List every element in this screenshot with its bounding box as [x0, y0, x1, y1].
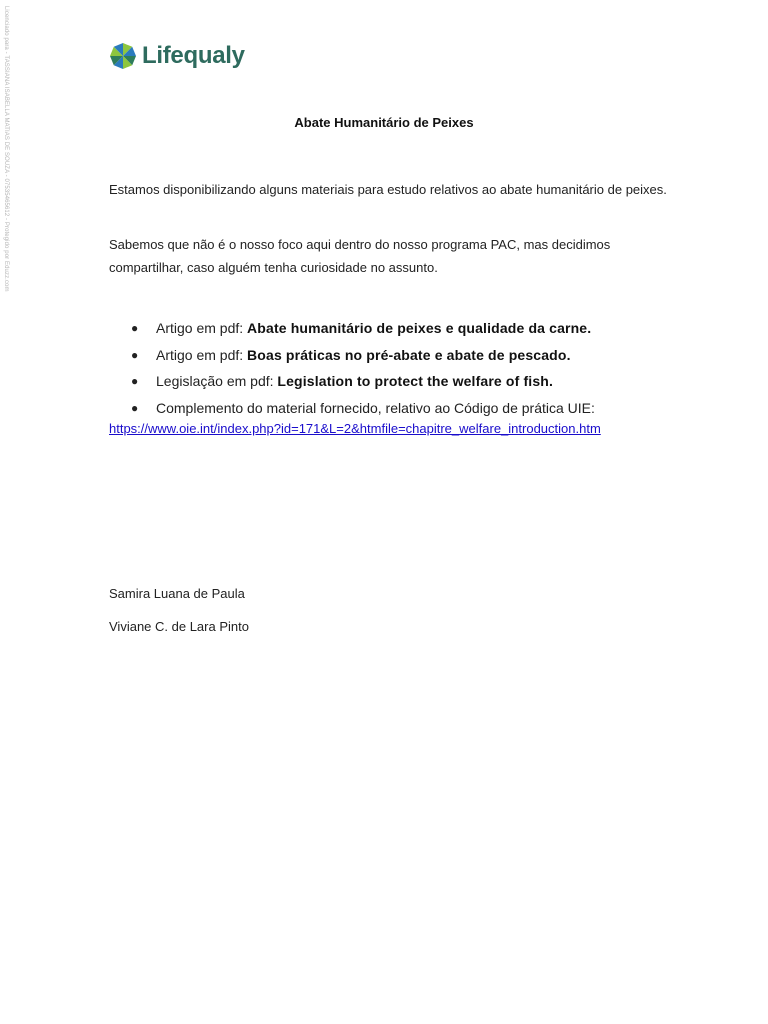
- materials-list: [109, 315, 709, 421]
- company-logo: [109, 41, 245, 71]
- watermark-text: Licenciado para - TASSIANA ISABELLA MATIAS DE SOUZA - 07535465612 - Protegido por Eduzz.com: [3, 6, 9, 292]
- signature-author-2: Viviane C. de Lara Pinto: [109, 619, 249, 634]
- list-item-title[interactable]: Boas práticas no pré-abate e abate de pescado.: [247, 346, 571, 363]
- list-item: [109, 342, 709, 369]
- list-item: [109, 368, 709, 395]
- list-item-prefix: Artigo em pdf:: [156, 320, 248, 336]
- logo-icon: [109, 42, 137, 70]
- intro-paragraph: Estamos disponibilizando alguns materiais para estudo relativos ao abate humanitário de peixes.: [109, 182, 667, 197]
- list-item-title[interactable]: Abate humanitário de peixes e qualidade da carne.: [247, 320, 592, 336]
- list-item: [109, 395, 709, 422]
- bullet-icon: ●: [131, 321, 139, 335]
- signature-author-1: Samira Luana de Paula: [109, 586, 245, 601]
- context-paragraph: Sabemos que não é o nosso foco aqui dentro do nosso programa PAC, mas decidimos compartilhar, caso alguém tenha curiosidade no assunto.: [109, 237, 611, 275]
- bullet-icon: ●: [131, 400, 139, 415]
- license-watermark: [0, 0, 14, 350]
- list-item-prefix: Artigo em pdf:: [156, 346, 248, 363]
- list-item-title[interactable]: Legislation to protect the welfare of fish.: [277, 373, 553, 389]
- oie-welfare-link[interactable]: https://www.oie.int/index.php?id=171&L=2&htmfile=chapitre_welfare_introduction.htm: [109, 421, 601, 436]
- bullet-icon: ●: [131, 347, 139, 362]
- bullet-icon: ●: [131, 374, 139, 388]
- list-item: [109, 315, 709, 342]
- list-item-prefix: Legislação em pdf:: [156, 373, 278, 389]
- document-title: Abate Humanitário de Peixes: [294, 115, 474, 130]
- logo-wordmark: Lifequaly: [142, 42, 245, 69]
- list-item-prefix: Complemento do material fornecido, relativo ao Código de prática UIE:: [156, 399, 595, 416]
